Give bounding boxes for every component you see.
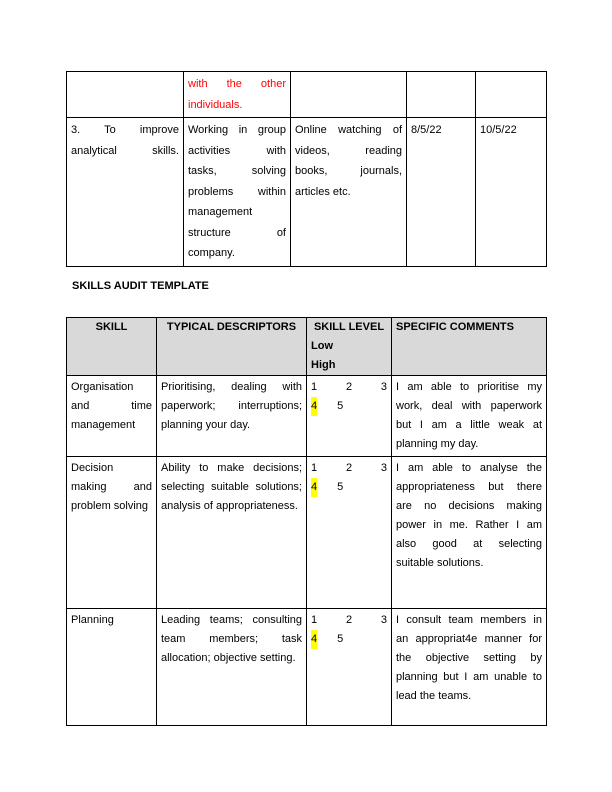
level-5: 5 bbox=[337, 481, 344, 493]
text-line: planning my day. bbox=[396, 438, 479, 450]
text-line: Organisation bbox=[71, 381, 134, 393]
descriptor-cell bbox=[157, 457, 307, 609]
text-line: Leading teams; consulting bbox=[161, 614, 302, 626]
text-line: also good at selecting bbox=[396, 538, 542, 550]
section-heading: SKILLS AUDIT TEMPLATE bbox=[72, 280, 209, 292]
level-5: 5 bbox=[337, 400, 344, 412]
comment-cell bbox=[392, 609, 547, 726]
level-3: 3 bbox=[380, 462, 387, 474]
text-line: analytical skills. bbox=[71, 144, 179, 157]
text-line: are no decisions making bbox=[396, 500, 542, 512]
text-line: articles etc. bbox=[295, 185, 351, 198]
plan-cell-activities bbox=[184, 72, 291, 118]
level-2: 2 bbox=[345, 462, 353, 474]
text-line: appropriateness but there bbox=[396, 481, 542, 493]
text-line: Working in group bbox=[188, 124, 286, 136]
text-line: company. bbox=[188, 247, 235, 259]
header-skill: SKILL bbox=[67, 318, 157, 376]
level-4-selected: 4 bbox=[311, 397, 317, 416]
table-header-row bbox=[67, 318, 547, 376]
header-level-title: SKILL LEVEL bbox=[313, 321, 385, 333]
level-cell bbox=[307, 457, 392, 609]
text-line: lead the teams. bbox=[396, 690, 472, 702]
level-scale-top bbox=[311, 459, 387, 478]
level-3: 3 bbox=[380, 381, 387, 393]
comment-cell bbox=[392, 457, 547, 609]
header-level-high: High bbox=[311, 359, 336, 371]
level-scale-bottom bbox=[311, 478, 387, 497]
text-line: Decision bbox=[71, 462, 114, 474]
text-line: Ability to make decisions; bbox=[161, 462, 302, 474]
text-line: problem solving bbox=[71, 500, 149, 512]
descriptor-cell bbox=[157, 609, 307, 726]
header-comments: SPECIFIC COMMENTS bbox=[392, 318, 547, 376]
text-line: with the other bbox=[188, 78, 286, 90]
text-line: and time bbox=[71, 400, 152, 412]
text-line: books, journals, bbox=[295, 165, 402, 177]
text-line: Prioritising, dealing with bbox=[161, 381, 302, 393]
table-row bbox=[67, 118, 547, 267]
text-line: planning but I am unable to bbox=[396, 671, 542, 683]
level-5: 5 bbox=[337, 633, 344, 645]
text-line: activities with bbox=[188, 144, 286, 157]
text-line: management bbox=[71, 419, 136, 431]
text-line: structure of bbox=[188, 226, 286, 239]
text-line: power in me. Rather I am bbox=[396, 519, 542, 531]
skill-cell bbox=[67, 376, 157, 457]
header-level-low: Low bbox=[311, 340, 333, 352]
table-row bbox=[67, 72, 547, 118]
level-scale-bottom bbox=[311, 630, 387, 649]
descriptor-cell bbox=[157, 376, 307, 457]
text-line: paperwork; interruptions; bbox=[161, 400, 302, 412]
text-line: allocation; objective setting. bbox=[161, 652, 296, 664]
text-line: planning your day. bbox=[161, 419, 251, 431]
text-line: I consult team members in bbox=[396, 614, 542, 626]
skill-cell bbox=[67, 609, 157, 726]
text-line: suitable solutions. bbox=[396, 557, 484, 569]
plan-cell-end bbox=[476, 72, 547, 118]
skill-cell bbox=[67, 457, 157, 609]
development-plan-table bbox=[66, 71, 547, 267]
level-1: 1 bbox=[311, 462, 318, 474]
plan-cell-start: 8/5/22 bbox=[407, 118, 476, 267]
comment-cell bbox=[392, 376, 547, 457]
text-line: work, deal with paperwork bbox=[396, 400, 542, 412]
header-skill-level bbox=[307, 318, 392, 376]
level-scale-bottom bbox=[311, 397, 387, 416]
level-cell bbox=[307, 609, 392, 726]
level-4-selected: 4 bbox=[311, 478, 317, 497]
text-line: Planning bbox=[71, 614, 114, 626]
level-2: 2 bbox=[345, 614, 353, 626]
text-line: I am able to analyse the bbox=[396, 462, 542, 474]
text-line: making and bbox=[71, 481, 152, 493]
skills-audit-table bbox=[66, 317, 547, 726]
text-line: but I am a little weak at bbox=[396, 419, 542, 431]
header-descriptors: TYPICAL DESCRIPTORS bbox=[157, 318, 307, 376]
plan-cell-start bbox=[407, 72, 476, 118]
level-3: 3 bbox=[380, 614, 387, 626]
text-line: individuals. bbox=[188, 98, 243, 111]
level-4-selected: 4 bbox=[311, 630, 317, 649]
level-1: 1 bbox=[311, 614, 318, 626]
text-line: management bbox=[188, 206, 253, 218]
table-row bbox=[67, 376, 547, 457]
table-row bbox=[67, 609, 547, 726]
plan-cell-objective bbox=[67, 72, 184, 118]
text-line: 3. To improve bbox=[71, 124, 179, 136]
level-2: 2 bbox=[345, 381, 353, 393]
text-line: analysis of appropriateness. bbox=[161, 500, 298, 512]
level-1: 1 bbox=[311, 381, 318, 393]
text-line: Online watching of bbox=[295, 124, 402, 136]
level-cell bbox=[307, 376, 392, 457]
text-line: an appropriat4e manner for bbox=[396, 633, 542, 645]
text-line: selecting suitable solutions; bbox=[161, 481, 302, 493]
plan-cell-resources bbox=[291, 72, 407, 118]
text-line: tasks, solving bbox=[188, 165, 286, 177]
text-line: problems within bbox=[188, 185, 286, 198]
text-line: I am able to prioritise my bbox=[396, 381, 542, 393]
plan-cell-resources bbox=[291, 118, 407, 267]
text-line: videos, reading bbox=[295, 144, 402, 157]
text-line: team members; task bbox=[161, 633, 302, 645]
level-scale-top bbox=[311, 378, 387, 397]
level-scale-top bbox=[311, 611, 387, 630]
table-row bbox=[67, 457, 547, 609]
text-line: the objective setting by bbox=[396, 652, 542, 664]
plan-cell-objective bbox=[67, 118, 184, 267]
plan-cell-activities bbox=[184, 118, 291, 267]
plan-cell-end: 10/5/22 bbox=[476, 118, 547, 267]
